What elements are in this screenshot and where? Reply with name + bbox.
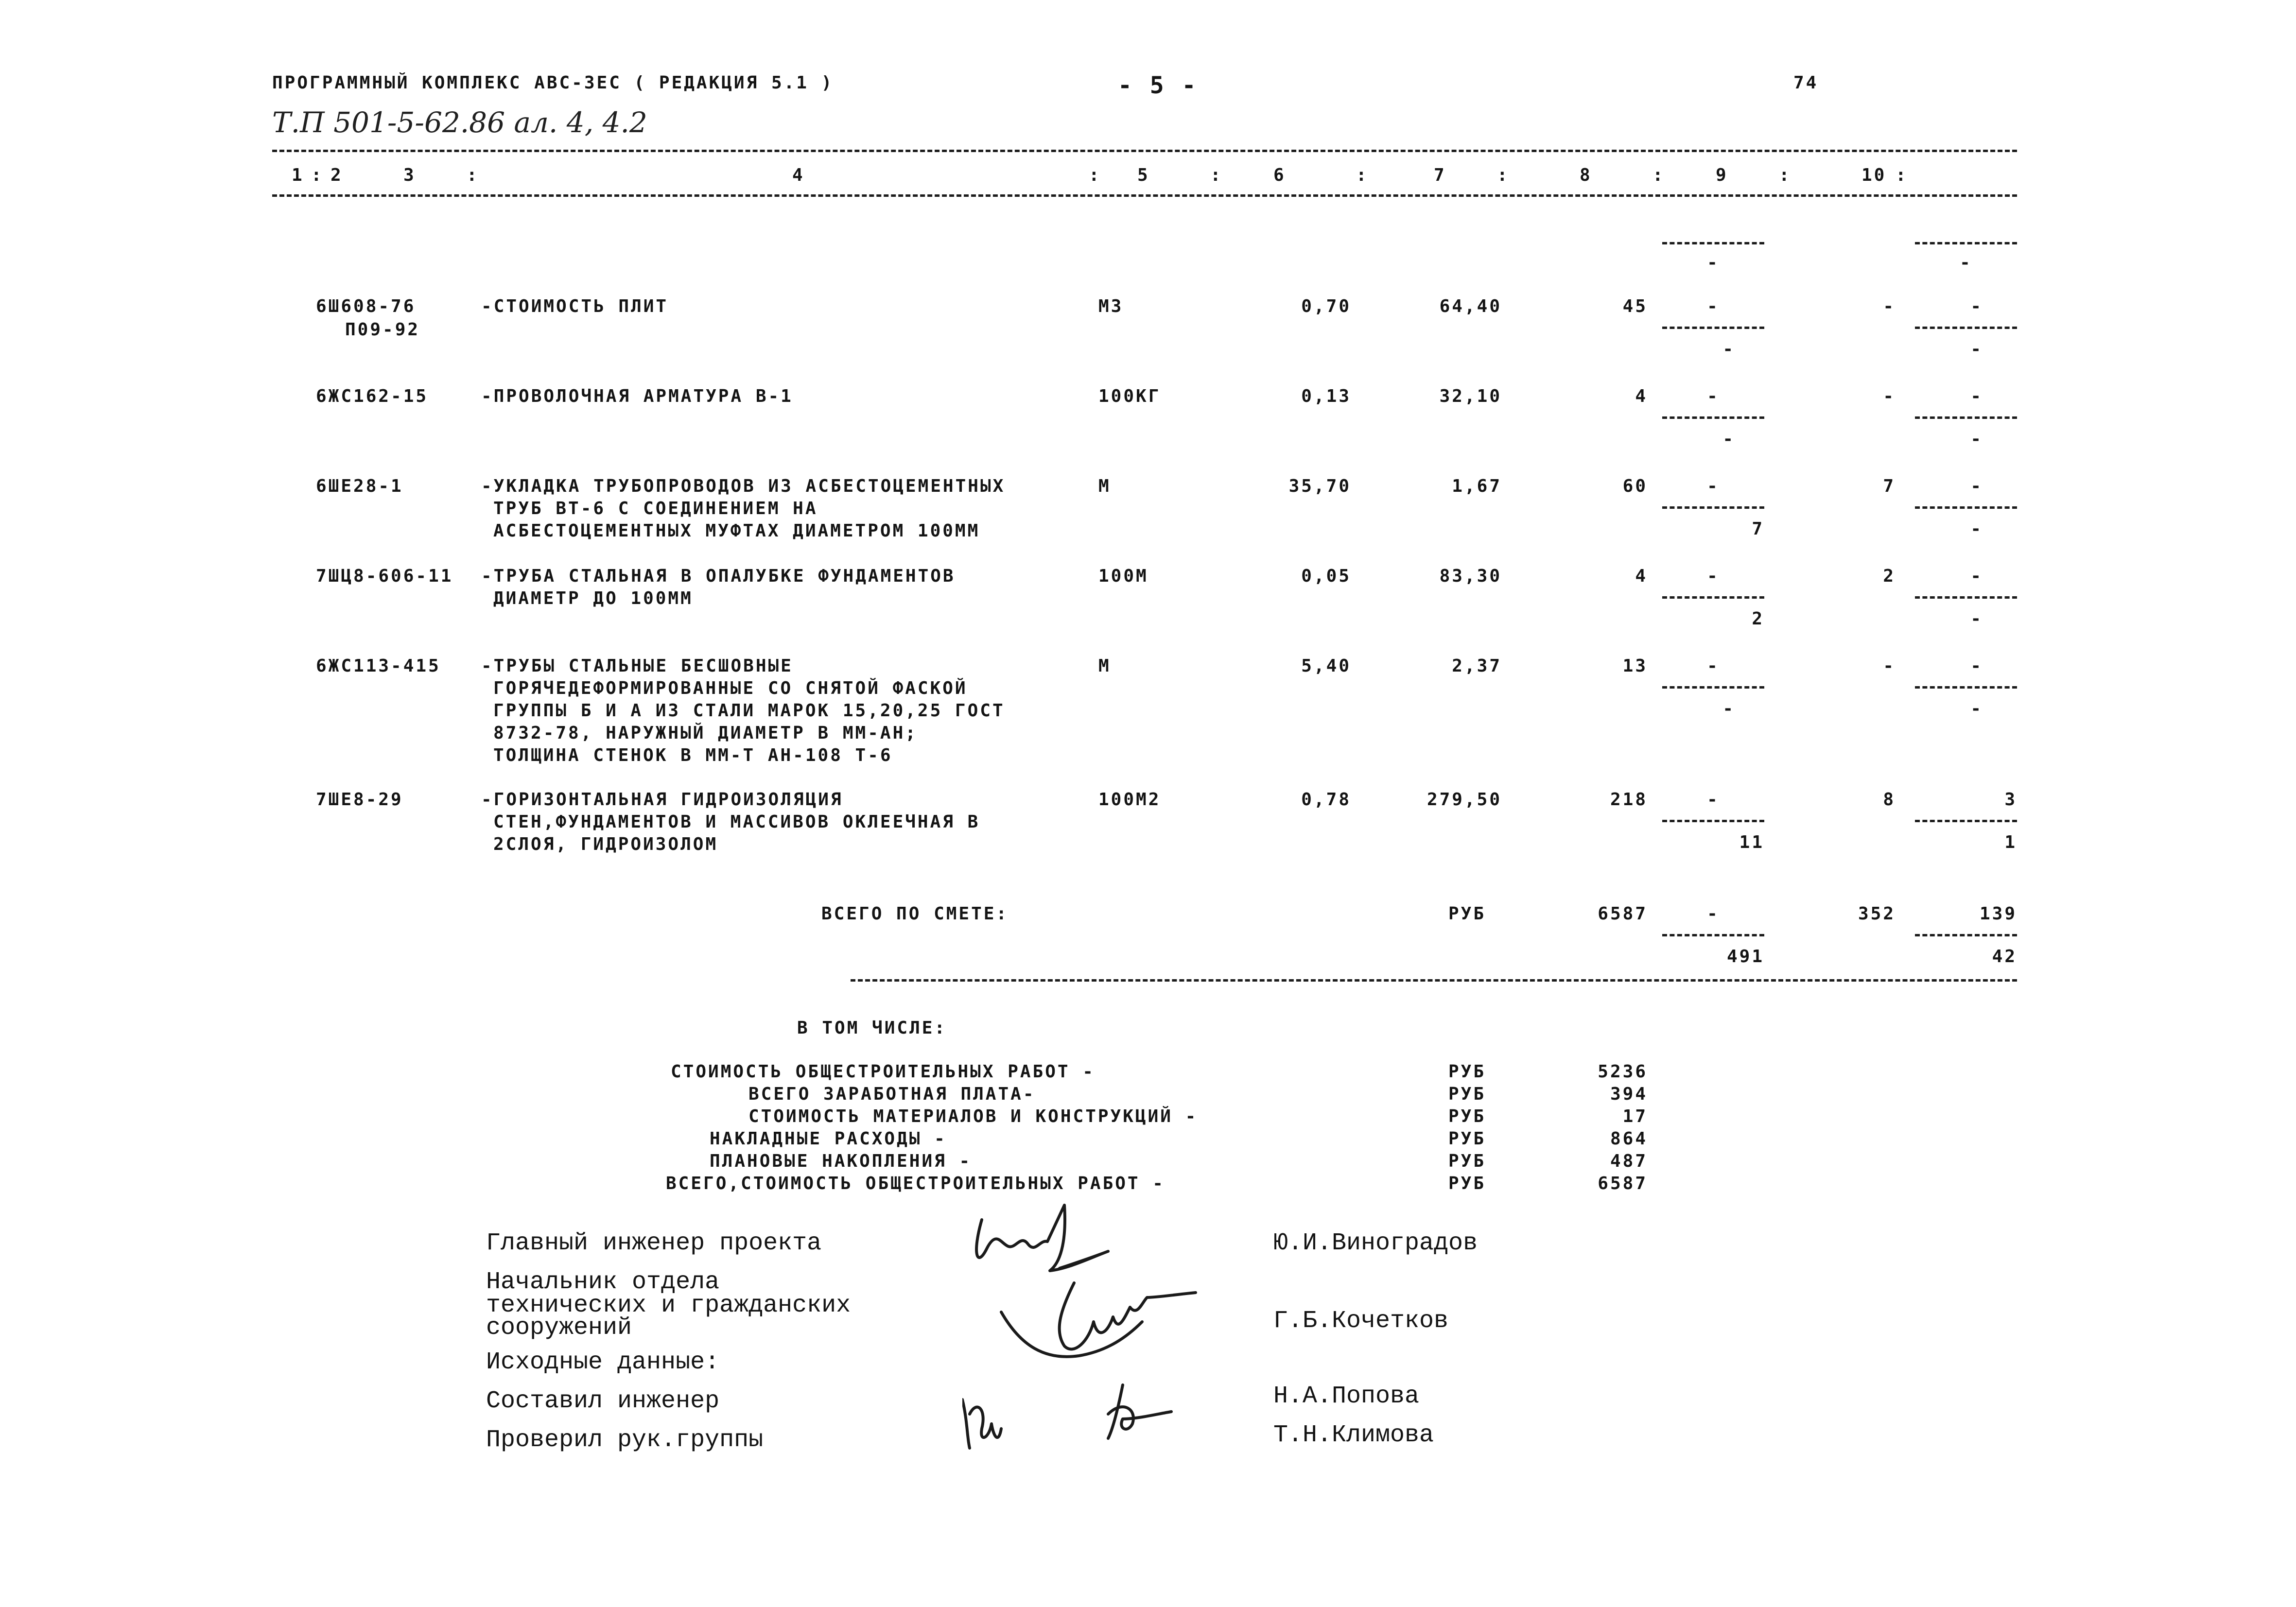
total-rule [851, 979, 2017, 982]
row-col10-bottom: - [1970, 339, 1983, 359]
row-quantity: 0,70 [1301, 296, 1351, 316]
row-col10-bottom: - [1970, 429, 1983, 449]
column-separator: : [1896, 165, 1908, 185]
row-price: 279,50 [1426, 790, 1502, 810]
signature-dept-head [1001, 1283, 1196, 1357]
sheet-code: 74 [1793, 73, 1819, 93]
signature-chief-engineer [976, 1205, 1108, 1271]
row-col10-top: - [1970, 296, 1983, 316]
checked-by-title: Проверил рук.группы [486, 1426, 764, 1454]
breakdown-value: 487 [1610, 1151, 1648, 1171]
breakdown-label: НАКЛАДНЫЕ РАСХОДЫ - [710, 1129, 947, 1149]
row-unit: М3 [1098, 296, 1124, 316]
row-col9: - [1883, 296, 1896, 316]
row-price: 2,37 [1452, 656, 1502, 676]
row-col8-divider [1662, 686, 1764, 689]
total-col8-top: - [1707, 904, 1720, 924]
breakdown-unit: РУБ [1448, 1151, 1486, 1171]
row-col8-top: - [1707, 296, 1720, 316]
total-label: ВСЕГО ПО СМЕТЕ: [821, 904, 1009, 924]
row-description: 2СЛОЯ, ГИДРОИЗОЛОМ [493, 834, 718, 854]
row-col9: 7 [1883, 476, 1896, 496]
row-pre-col8-divider [1662, 242, 1764, 244]
column-separator: : [1356, 165, 1369, 185]
signature-checker [1108, 1385, 1171, 1438]
column-separator: : [1089, 165, 1101, 185]
total-col10-divider [1915, 934, 2017, 936]
row-price: 1,67 [1452, 476, 1502, 496]
row-col10-top: - [1970, 476, 1983, 496]
breakdown-label: ВСЕГО ЗАРАБОТНАЯ ПЛАТА- [748, 1084, 1036, 1104]
row-code: 6ЖС113-415 [316, 656, 441, 676]
row-description: ДИАМЕТР ДО 100ММ [493, 588, 693, 608]
column-separator: : [1652, 165, 1665, 185]
header-rule-top [272, 150, 2017, 152]
chief-engineer-title: Главный инженер проекта [486, 1229, 822, 1257]
row-total: 4 [1635, 566, 1648, 586]
row-col8-bottom: 2 [1752, 609, 1764, 629]
row-col10-divider [1915, 416, 2017, 419]
column-separator: : [467, 165, 479, 185]
row-col10-bottom: 1 [2004, 832, 2017, 852]
column-header-8: 8 [1580, 165, 1592, 185]
row-col8-divider [1662, 820, 1764, 822]
row-col9: 2 [1883, 566, 1896, 586]
column-separator: : [1210, 165, 1223, 185]
breakdown-value: 5236 [1598, 1062, 1648, 1082]
row-unit: 100М [1098, 566, 1148, 586]
row-pre-col10-divider [1915, 242, 2017, 244]
row-col9: 8 [1883, 790, 1896, 810]
row-code: 6ЖС162-15 [316, 386, 429, 406]
row-description: -ТРУБЫ СТАЛЬНЫЕ БЕСШОВНЫЕ [481, 656, 793, 676]
row-quantity: 35,70 [1288, 476, 1351, 496]
row-col8-bottom: - [1722, 429, 1735, 449]
column-header-10: 10 [1861, 165, 1887, 185]
row-quantity: 0,13 [1301, 386, 1351, 406]
row-col9: - [1883, 386, 1896, 406]
row-col8-bottom: 11 [1739, 832, 1764, 852]
row-col8-divider [1662, 596, 1764, 599]
dept-head-title-2: технических и гражданских [486, 1292, 851, 1319]
row-description: -ТРУБА СТАЛЬНАЯ В ОПАЛУБКЕ ФУНДАМЕНТОВ [481, 566, 956, 586]
row-col8-divider [1662, 327, 1764, 329]
breakdown-unit: РУБ [1448, 1106, 1486, 1126]
row-col10-bottom: - [1970, 699, 1983, 719]
row-col10-divider [1915, 506, 2017, 509]
row-description: -УКЛАДКА ТРУБОПРОВОДОВ ИЗ АСБЕСТОЦЕМЕНТНЫХ [481, 476, 1006, 496]
row-description: СТЕН,ФУНДАМЕНТОВ И МАССИВОВ ОКЛЕЕЧНАЯ В [493, 812, 980, 832]
row-col9: - [1883, 656, 1896, 676]
compiled-by-name: Н.А.Попова [1273, 1382, 1420, 1410]
row-description: ТРУБ ВТ-6 С СОЕДИНЕНИЕМ НА [493, 499, 818, 518]
total-col9: 352 [1858, 904, 1896, 924]
row-description: ТОЛЩИНА СТЕНОК В ММ-Т АН-108 Т-6 [493, 745, 893, 765]
row-code: 7ШЕ8-29 [316, 790, 403, 810]
row-pre-col10-value: - [1960, 253, 1972, 273]
signature-compiler [962, 1400, 1001, 1448]
row-description: -ГОРИЗОНТАЛЬНАЯ ГИДРОИЗОЛЯЦИЯ [481, 790, 843, 810]
row-col10-top: - [1970, 656, 1983, 676]
checked-by-name: Т.Н.Климова [1273, 1421, 1434, 1449]
row-unit: М [1098, 476, 1111, 496]
row-price: 32,10 [1439, 386, 1502, 406]
column-header-3: 3 [403, 165, 416, 185]
row-col8-top: - [1707, 566, 1720, 586]
breakdown-value: 864 [1610, 1129, 1648, 1149]
column-header-7: 7 [1434, 165, 1446, 185]
row-col8-bottom: 7 [1752, 519, 1764, 539]
row-col8-top: - [1707, 656, 1720, 676]
chief-engineer-name: Ю.И.Виноградов [1273, 1229, 1478, 1257]
dept-head-name: Г.Б.Кочетков [1273, 1307, 1449, 1335]
total-col8-divider [1662, 934, 1764, 936]
total-sum: 6587 [1598, 904, 1648, 924]
row-col10-top: - [1970, 566, 1983, 586]
row-quantity: 0,05 [1301, 566, 1351, 586]
total-unit: РУБ [1448, 904, 1486, 924]
row-col10-top: 3 [2004, 790, 2017, 810]
row-description: ГОРЯЧЕДЕФОРМИРОВАННЫЕ СО СНЯТОЙ ФАСКОЙ [493, 678, 968, 698]
column-header-4: 4 [792, 165, 805, 185]
breakdown-label: СТОИМОСТЬ ОБЩЕСТРОИТЕЛЬНЫХ РАБОТ - [671, 1062, 1095, 1082]
breakdown-unit: РУБ [1448, 1084, 1486, 1104]
total-col10-top: 139 [1979, 904, 2017, 924]
row-description: АСБЕСТОЦЕМЕНТНЫХ МУФТАХ ДИАМЕТРОМ 100ММ [493, 521, 980, 541]
source-data-label: Исходные данные: [486, 1348, 720, 1376]
row-unit: 100КГ [1098, 386, 1161, 406]
dept-head-title-3: сооружений [486, 1314, 632, 1342]
row-col10-divider [1915, 327, 2017, 329]
row-col10-divider [1915, 686, 2017, 689]
row-col8-bottom: - [1722, 339, 1735, 359]
breakdown-label: ВСЕГО,СТОИМОСТЬ ОБЩЕСТРОИТЕЛЬНЫХ РАБОТ - [666, 1174, 1165, 1193]
signatures-drawing [962, 1186, 1264, 1458]
row-price: 83,30 [1439, 566, 1502, 586]
breakdown-unit: РУБ [1448, 1062, 1486, 1082]
row-code: 6Ш608-76 [316, 296, 416, 316]
row-code: 6ШЕ28-1 [316, 476, 403, 496]
header-rule-bottom [272, 194, 2017, 197]
total-col10-bottom: 42 [1992, 947, 2017, 967]
column-separator: : [311, 165, 324, 185]
total-col8-bottom: 491 [1726, 947, 1764, 967]
breakdown-label: ПЛАНОВЫЕ НАКОПЛЕНИЯ - [710, 1151, 972, 1171]
row-description: ГРУППЫ Б И А ИЗ СТАЛИ МАРОК 15,20,25 ГОСТ [493, 701, 1005, 721]
breakdown-heading: В ТОМ ЧИСЛЕ: [797, 1018, 947, 1038]
row-col10-bottom: - [1970, 609, 1983, 629]
row-quantity: 0,78 [1301, 790, 1351, 810]
row-quantity: 5,40 [1301, 656, 1351, 676]
row-unit: 100М2 [1098, 790, 1161, 810]
column-header-1: 1 [292, 165, 304, 185]
column-separator: : [1779, 165, 1792, 185]
program-header: ПРОГРАММНЫЙ КОМПЛЕКС АВС-3ЕС ( РЕДАКЦИЯ 5.1 ) [272, 73, 834, 93]
column-header-9: 9 [1716, 165, 1728, 185]
row-total: 45 [1622, 296, 1648, 316]
column-header-6: 6 [1273, 165, 1286, 185]
row-col8-top: - [1707, 386, 1720, 406]
row-total: 13 [1622, 656, 1648, 676]
breakdown-value: 394 [1610, 1084, 1648, 1104]
row-col8-bottom: - [1722, 699, 1735, 719]
row-col8-divider [1662, 416, 1764, 419]
row-description: 8732-78, НАРУЖНЫЙ ДИАМЕТР В ММ-АН; [493, 723, 918, 743]
row-col8-divider [1662, 506, 1764, 509]
row-total: 218 [1610, 790, 1648, 810]
dept-head-title-1: Начальник отдела [486, 1268, 720, 1296]
row-col10-divider [1915, 820, 2017, 822]
column-header-2: 2 [330, 165, 343, 185]
row-total: 4 [1635, 386, 1648, 406]
handwritten-reference: Т.П 501-5-62.86 ал. 4, 4.2 [272, 106, 647, 139]
breakdown-unit: РУБ [1448, 1174, 1486, 1193]
row-unit: М [1098, 656, 1111, 676]
breakdown-value: 6587 [1598, 1174, 1648, 1193]
row-col8-top: - [1707, 476, 1720, 496]
breakdown-label: СТОИМОСТЬ МАТЕРИАЛОВ И КОНСТРУКЦИЙ - [748, 1106, 1198, 1126]
row-code: 7ШЦ8-606-11 [316, 566, 453, 586]
row-price: 64,40 [1439, 296, 1502, 316]
page-number: - 5 - [1118, 72, 1198, 99]
row-col10-bottom: - [1970, 519, 1983, 539]
compiled-by-title: Составил инженер [486, 1387, 720, 1415]
breakdown-value: 17 [1622, 1106, 1648, 1126]
row-pre-col8-value: - [1707, 253, 1720, 273]
row-description: -ПРОВОЛОЧНАЯ АРМАТУРА В-1 [481, 386, 793, 406]
breakdown-unit: РУБ [1448, 1129, 1486, 1149]
column-separator: : [1497, 165, 1510, 185]
column-header-5: 5 [1137, 165, 1150, 185]
row-code: П09-92 [345, 320, 420, 340]
row-description: -СТОИМОСТЬ ПЛИТ [481, 296, 669, 316]
row-col8-top: - [1707, 790, 1720, 810]
row-col10-top: - [1970, 386, 1983, 406]
row-total: 60 [1622, 476, 1648, 496]
row-col10-divider [1915, 596, 2017, 599]
